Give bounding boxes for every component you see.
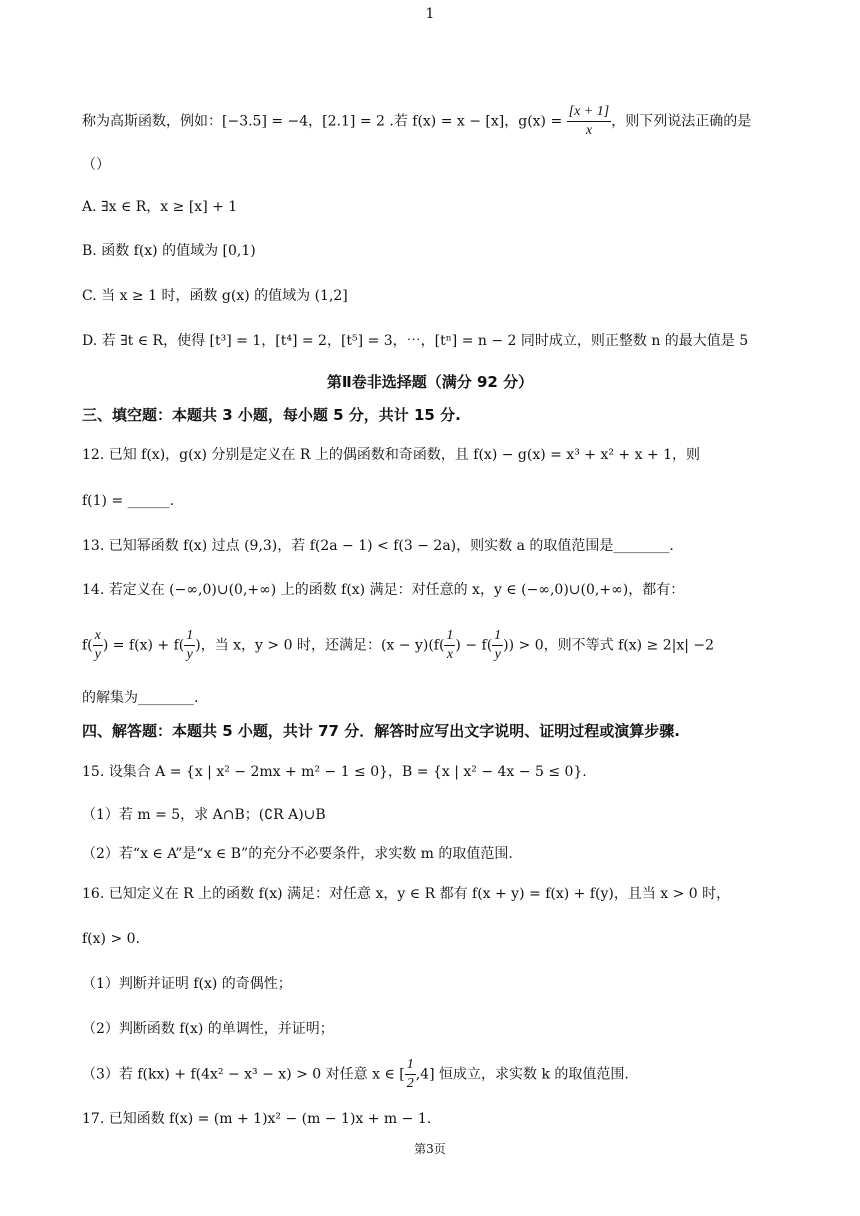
q12-line2: f(1) = ______. <box>82 493 175 509</box>
q16-frac-num: 1 <box>405 1056 416 1075</box>
q14-fraction-1-over-y-2 <box>492 627 503 664</box>
q16-line4: （2）判断函数 f(x) 的单调性，并证明； <box>82 1021 334 1037</box>
q16-line2: f(x) > 0. <box>82 931 140 947</box>
q16-fraction-1-over-2 <box>405 1056 416 1093</box>
q14-line2 <box>82 627 778 664</box>
q11-option-d: D. 若 ∃t ∈ R，使得 [t³] = 1，[t⁴] = 2，[t⁵] = 3，⋯，[tⁿ] = n − 2 同时成立，则正整数 n 的最大值是 5 <box>82 333 749 349</box>
q14-tail: )) > 0，则不等式 f(x) ≥ 2|x| −2 <box>503 637 715 654</box>
q11-option-b: B. 函数 f(x) 的值域为 [0,1) <box>82 243 256 259</box>
q16-line5-end: ,4] 恒成立，求实数 k 的取值范围. <box>415 1066 629 1083</box>
q14-line1: 14. 若定义在 (−∞,0)∪(0,+∞) 上的函数 f(x) 满足：对任意的 x，y ∈ (−∞,0)∪(0,+∞)，都有： <box>82 582 685 598</box>
q14-f-open: f( <box>82 637 93 654</box>
q14-frac3-den: x <box>446 647 454 662</box>
q16-line5 <box>82 1056 778 1093</box>
q16-line3: （1）判断并证明 f(x) 的奇偶性； <box>82 976 292 992</box>
q11-g-fraction <box>567 103 612 140</box>
q11-frac-denominator: x <box>585 123 593 138</box>
q12-line1: 12. 已知 f(x)，g(x) 分别是定义在 R 上的偶函数和奇函数，且 f(x) − g(x) = x³ + x² + x + 1，则 <box>82 447 701 463</box>
q11-paren: （） <box>82 157 110 173</box>
q15-line2: （1）若 m = 5，求 A∩B；(∁R A)∪B <box>82 807 326 823</box>
q11-option-a: A. ∃x ∈ R，x ≥ [x] + 1 <box>82 199 238 215</box>
q11-intro <box>82 103 778 140</box>
q11-option-c: C. 当 x ≥ 1 时，函数 g(x) 的值域为 (1,2] <box>82 288 348 304</box>
q14-frac1-den: y <box>94 647 101 662</box>
q14-line3: 的解集为________. <box>82 690 199 706</box>
q13-line1: 13. 已知幂函数 f(x) 过点 (9,3)，若 f(2a − 1) < f(3 − 2a)，则实数 a 的取值范围是________. <box>82 538 674 554</box>
q14-fraction-x-over-y <box>93 627 103 664</box>
q14-frac4-num: 1 <box>492 627 503 646</box>
q14-fraction-1-over-y <box>184 627 195 664</box>
page-top-number: 1 <box>425 6 435 22</box>
q14-frac2-num: 1 <box>184 627 195 646</box>
q11-intro-tail: ，则下列说法正确的是 <box>611 113 752 130</box>
q15-line1: 15. 设集合 A = {x | x² − 2mx + m² − 1 ≤ 0}，B = {x | x² − 4x − 5 ≤ 0}. <box>82 764 587 780</box>
q14-frac4-den: y <box>494 647 501 662</box>
q14-mid1: ) = f(x) + f( <box>102 637 185 654</box>
q14-frac3-num: 1 <box>444 627 455 646</box>
page-footer: 第3页 <box>414 1142 446 1156</box>
section3-title: 三、填空题：本题共 3 小题，每小题 5 分，共计 15 分. <box>82 406 461 424</box>
q15-line3: （2）若“x ∈ A”是“x ∈ B”的充分不必要条件，求实数 m 的取值范围. <box>82 846 513 862</box>
q14-mid3: ) − f( <box>455 637 493 654</box>
q16-line5-start: （3）若 f(kx) + f(4x² − x³ − x) > 0 对任意 x ∈ [ <box>82 1066 405 1083</box>
q16-line1: 16. 已知定义在 R 上的函数 f(x) 满足：对任意 x，y ∈ R 都有 f(x + y) = f(x) + f(y)，且当 x > 0 时， <box>82 886 731 902</box>
q14-frac1-num: x <box>93 627 103 646</box>
q11-frac-numerator: [x + 1] <box>567 103 612 122</box>
q14-mid2: )，当 x，y > 0 时，还满足：(x − y)(f( <box>195 637 445 654</box>
section4-title: 四、解答题：本题共 5 小题，共计 77 分．解答时应写出文字说明、证明过程或演算步骤. <box>82 722 680 740</box>
q17-line1: 17. 已知函数 f(x) = (m + 1)x² − (m − 1)x + m − 1. <box>82 1111 432 1127</box>
q14-frac2-den: y <box>186 647 193 662</box>
q11-intro-text: 称为高斯函数，例如：[−3.5] = −4，[2.1] = 2 .若 f(x) = x − [x]，g(x) = <box>82 113 567 130</box>
part2-title: 第Ⅱ卷非选择题（满分 92 分） <box>326 373 534 391</box>
q14-fraction-1-over-x <box>444 627 455 664</box>
q16-frac-den: 2 <box>406 1076 414 1091</box>
